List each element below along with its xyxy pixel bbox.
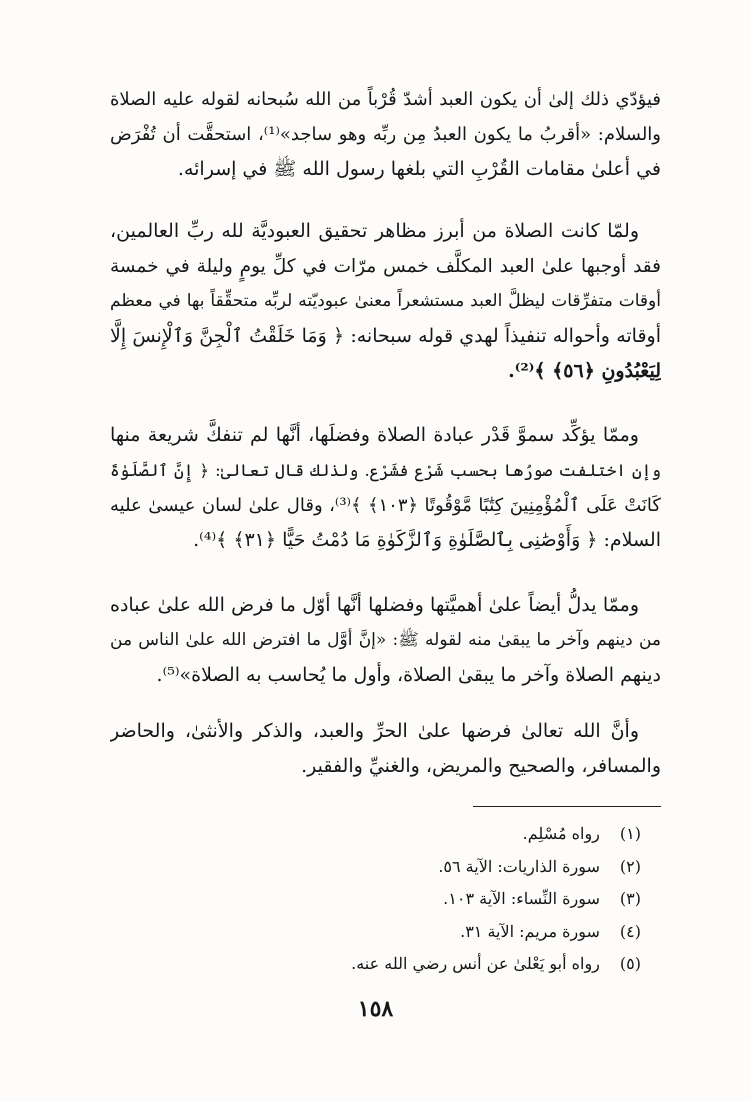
footnote-number: (٣) — [619, 889, 641, 908]
footnote-text: سورة الذاريات: الآية ٥٦. — [438, 856, 600, 876]
footnote — [300, 818, 641, 851]
text-line: والسلام: «أقربُ ما يكون العبدُ مِن ربِّه وهو ساجد»⁽¹⁾، استحقَّت أن تُفْرَض — [110, 124, 661, 145]
footnote-text: رواه أبو يَعْلىٰ عن أنس رضي الله عنه. — [351, 954, 600, 973]
text-line: وممّا يدلُّ أيضاً علىٰ أهميَّتها وفضلها أنَّها أوّل ما فرض الله علىٰ عباده — [110, 594, 639, 616]
text-line: وأنَّ الله تعالىٰ فرضها علىٰ الحرِّ والعبد، والذكر والأنثىٰ، والحاضر — [110, 720, 639, 742]
text-line: لِيَعْبُدُونِ ﴿٥٦﴾ ﴾⁽²⁾. — [508, 360, 661, 382]
footnote — [300, 916, 641, 949]
footnotes — [300, 818, 641, 981]
paragraph-5 — [110, 714, 661, 784]
footnote-text: سورة النِّساء: الآية ١٠٣. — [443, 889, 600, 908]
text-line: السلام: ﴿ وَأَوْصَٰنِى بِٱلصَّلَوٰةِ وَٱلزَّكَوٰةِ مَا دُمْتُ حَيًّا ﴿٣١﴾ ﴾⁽⁴⁾. — [193, 529, 661, 551]
footnote-divider — [473, 806, 661, 807]
text-line: دينهم الصلاة وآخر ما يبقىٰ الصلاة، وأول ما يُحاسب به الصلاة»⁽⁵⁾. — [156, 664, 661, 686]
footnote-number: (٥) — [619, 954, 641, 973]
text-line: فقد أوجبها علىٰ العبد المكلَّف خمس مرّات في كلِّ يومٍ وليلة في خمسة — [110, 256, 661, 277]
text-line: أوقاته وأحواله تنفيذاً لهدي قوله سبحانه: ﴿ وَمَا خَلَقْتُ ٱلْجِنَّ وَٱلْإِنسَ إِلَّا — [110, 325, 661, 347]
text-line: وممّا يؤكِّد سموَّ قَدْر عبادة الصلاة وفضلَها، أنَّها لم تنفكَّ شريعة منها — [110, 424, 639, 446]
footnote-text: سورة مريم: الآية ٣١. — [460, 921, 600, 941]
paragraph-1 — [110, 82, 661, 187]
text-line: كَانَتْ عَلَى ٱلْمُؤْمِنِينَ كِتَٰبًا مَّوْقُوتًا ﴿١٠٣﴾ ﴾⁽³⁾، وقال علىٰ لسان عيسىٰ عليه — [110, 495, 661, 516]
footnote — [300, 883, 641, 916]
text-line: فيؤدّي ذلك إلىٰ أن يكون العبد أشدّ قُرْباً من الله سُبحانه لقوله عليه الصلاة — [110, 89, 661, 110]
page-number: ١٥٨ — [357, 996, 394, 1022]
paragraph-4 — [110, 588, 661, 693]
footnote-text: رواه مُسْلِم. — [522, 824, 600, 843]
footnote — [300, 851, 641, 884]
text-line: أوقات متفرِّقات ليظلَّ العبد مستشعراً معنىٰ عبوديّته لربِّه متحقِّقاً بها في معظم — [110, 291, 661, 311]
paragraph-3 — [110, 418, 661, 558]
footnote-number: (٢) — [619, 856, 641, 876]
text-line: من دينهم وآخر ما يبقىٰ منه لقوله ﷺ: «إنَّ أوَّل ما افترض الله علىٰ الناس من — [110, 630, 661, 650]
text-line: وإن اختلفت صورُها بحسب شَرْع فشَرْع. ولذلك قال تعالىٰ: ﴿ إِنَّ ٱلصَّلَوٰةَ — [110, 461, 661, 480]
footnote-number: (١) — [619, 824, 641, 843]
paragraph-2 — [110, 214, 661, 389]
text-line: والمسافر، والصحيح والمريض، والغنيِّ والفقير. — [301, 755, 661, 777]
footnote-number: (٤) — [619, 921, 641, 941]
footnote — [300, 948, 641, 981]
text-line: ولمّا كانت الصلاة من أبرز مظاهر تحقيق العبوديَّة لله ربِّ العالمين، — [110, 220, 639, 242]
text-line: في أعلىٰ مقامات القُرْبِ التي بلغها رسول الله ﷺ في إسرائه. — [177, 158, 661, 180]
